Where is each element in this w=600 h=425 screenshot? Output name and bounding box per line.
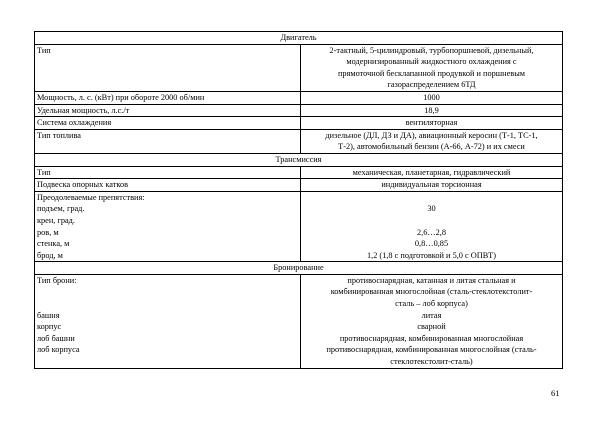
ford-value: 1,2 (1,8 с подготовкой и 5,0 с ОПВТ) (366, 250, 497, 260)
specifications-table (34, 31, 563, 369)
table-row (35, 104, 563, 117)
tilt-label: крен, град. (37, 215, 75, 225)
armor-type-label: Тип брони: (37, 275, 77, 285)
section-row-transmission (35, 153, 563, 166)
ford-label: брод, м (37, 250, 63, 260)
page-number: 61 (551, 388, 560, 398)
hull-value: сварной (417, 322, 446, 332)
turret-label: башня (37, 310, 60, 320)
hull-label: корпус (37, 322, 62, 332)
specific-power-value: 18,9 (301, 104, 563, 117)
turret-value: литая (421, 310, 442, 320)
engine-power-value: 1000 (301, 91, 563, 104)
climb-value: 30 (427, 204, 436, 214)
armor-labels (35, 274, 301, 368)
ditch-value: 2,6…2,8 (416, 227, 447, 237)
table-row (35, 44, 563, 91)
obstacles-heading: Преодолеваемые препятствия: (37, 192, 145, 202)
hull-front-label: лоб корпуса (37, 345, 80, 355)
engine-type-label: Тип (35, 44, 301, 91)
specific-power-label: Удельная мощность, л.с./т (35, 104, 301, 117)
obstacles-values (301, 191, 563, 262)
armor-values: противоснарядная, катанная и литая стальная и комбинированная многослойная (сталь-стеклотекстолит- сталь – лоб корпуса) литая сварной противоснарядная, комбинированная многослойная противоснарядная, комбинированная многослойная (сталь- стеклотекстолит-сталь) (301, 274, 563, 368)
section-title-transmission: Трансмиссия (35, 153, 563, 166)
fuel-value: дизельное (ДЛ, ДЗ и ДА), авиационный керосин (Т-1, ТС-1, Т-2), автомобильный бензин (А-66, А-72) и их смеси (301, 129, 563, 153)
section-title-engine: Двигатель (35, 32, 563, 45)
section-title-armor: Бронирование (35, 262, 563, 275)
armor-type-value: противоснарядная, катанная и литая стальная и (347, 275, 516, 285)
ditch-label: ров, м (37, 227, 59, 237)
section-row-armor (35, 262, 563, 275)
cooling-label: Система охлаждения (35, 117, 301, 130)
table-row (35, 274, 563, 368)
table-row (35, 91, 563, 104)
tilt-value (303, 215, 560, 227)
suspension-value: индивидуальная торсионная (301, 179, 563, 192)
table-row (35, 179, 563, 192)
section-row-engine (35, 32, 563, 45)
table-row (35, 117, 563, 130)
wall-value: 0,8…0,85 (414, 239, 449, 249)
table-row (35, 129, 563, 153)
engine-type-value: 2-тактный, 5-цилиндровый, турбопоршневой, дизельный, модернизированный жидкостного охлаждения с прямоточной бесклапанной продувкой и поршневым газораспределением 6ТД (301, 44, 563, 91)
turret-front-value: противоснарядная, комбинированная многослойная (339, 333, 524, 343)
climb-label: подъем, град. (37, 204, 85, 214)
hull-front-value: противоснарядная, комбинированная многослойная (сталь- (326, 345, 537, 355)
suspension-label: Подвеска опорных катков (35, 179, 301, 192)
transmission-type-label: Тип (35, 166, 301, 179)
table-row (35, 191, 563, 262)
obstacles-labels (35, 191, 301, 262)
engine-power-label: Мощность, л. с. (кВт) при обороте 2000 об/мин (35, 91, 301, 104)
fuel-label: Тип топлива (35, 129, 301, 153)
turret-front-label: лоб башни (37, 333, 75, 343)
table-row (35, 166, 563, 179)
transmission-type-value: механическая, планетарная, гидравлический (301, 166, 563, 179)
cooling-value: вентиляторная (301, 117, 563, 130)
wall-label: стенка, м (37, 239, 70, 249)
